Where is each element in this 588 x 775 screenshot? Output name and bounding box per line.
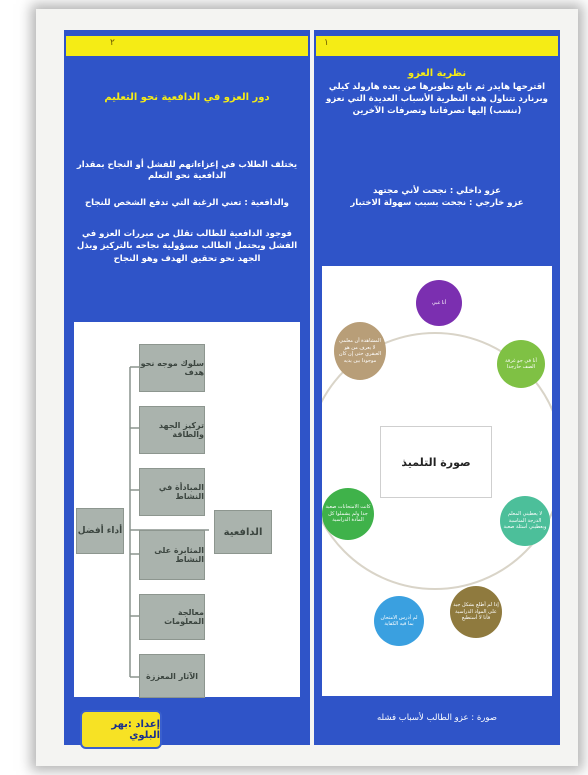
paragraph-external: عزو خارجي : نجحت بسبب سهولة الاختبار <box>350 198 524 208</box>
cycle-node: أنا غبي <box>416 280 462 326</box>
cycle-center-label: صورة التلميذ <box>380 426 492 498</box>
paragraph-2: والدافعية : تعني الرغبة التي تدفع الشخص للنجاح <box>85 198 289 208</box>
motivation-diagram <box>74 322 300 697</box>
cycle-node: إذا لم أطلع بشكل جيد على المواد الدراسية فأنا لا أستطيع <box>450 586 502 638</box>
diagram-item: تركيز الجهد والطاقة <box>139 406 205 454</box>
diagram-item: معالجة المعلومات <box>139 594 205 640</box>
diagram-item: سلوك موجه نحو هدف <box>139 344 205 392</box>
paragraph-1: اقترحها هايدر ثم تابع تطويرها من بعده هارولد كيلي وبرنارد تتناول هذه النظرية الأسباب العديدة التي نعزو (ننسب) إليها تصرفاتنا وتصرفات الآخرين <box>326 82 548 116</box>
page-number-bar: ٢ <box>66 36 308 56</box>
cycle-node: المشاهدة أن معلمي لا يعرف من هو العبقري حتى إن كان موجودا بين يديه <box>334 322 386 380</box>
cycle-node: لم أدرس الامتحان بما فيه الكفاية <box>374 596 424 646</box>
section-title: دور العزو في الدافعية نحو التعليم <box>104 92 270 103</box>
diagram-result-box: أداء أفضل <box>76 508 124 554</box>
cycle-node: كانت الامتحانات صعبة جدا ولم يشملوا كل المادة الدراسية <box>322 488 374 540</box>
attribution-cycle-diagram <box>322 266 552 696</box>
diagram-item: المبادأة في النشاط <box>139 468 205 516</box>
paragraph-1: يختلف الطلاب في إعزاءاتهم للفشل أو النجاح بمقدار الدافعية نحو التعلم <box>76 160 298 181</box>
diagram-item: المثابرة على النشاط <box>139 530 205 580</box>
paragraph-3: فوجود الدافعية للطالب تقلل من مبررات العزو في الفشل ويحتمل الطالب مسؤولية نجاحه بالتركيز وبذل الجهد نحو تحقيق الهدف وهو النجاح <box>76 229 298 264</box>
figure-caption: صورة : عزو الطالب لأسباب فشله <box>376 713 497 723</box>
brochure-sheet <box>36 9 578 766</box>
cycle-node: لا يعطيني المعلم الدرجة المناسبة ويعطيني أسئلة صعبة <box>500 496 550 546</box>
diagram-center-box: الدافعية <box>214 510 272 554</box>
page-number-bar: ١ <box>316 36 558 56</box>
cycle-node: أنا في جو غرفة الصف حارجدا <box>497 340 545 388</box>
paragraph-internal: عزو داخلي : نجحت لأني مجتهد <box>373 186 501 196</box>
panel-page-2 <box>64 30 310 745</box>
diagram-item: الآثار المعززة <box>139 654 205 698</box>
panel-page-1 <box>314 30 560 745</box>
author-badge: إعداد :بهر البلوي <box>80 710 162 749</box>
section-title: نظرية العزو <box>407 68 467 79</box>
